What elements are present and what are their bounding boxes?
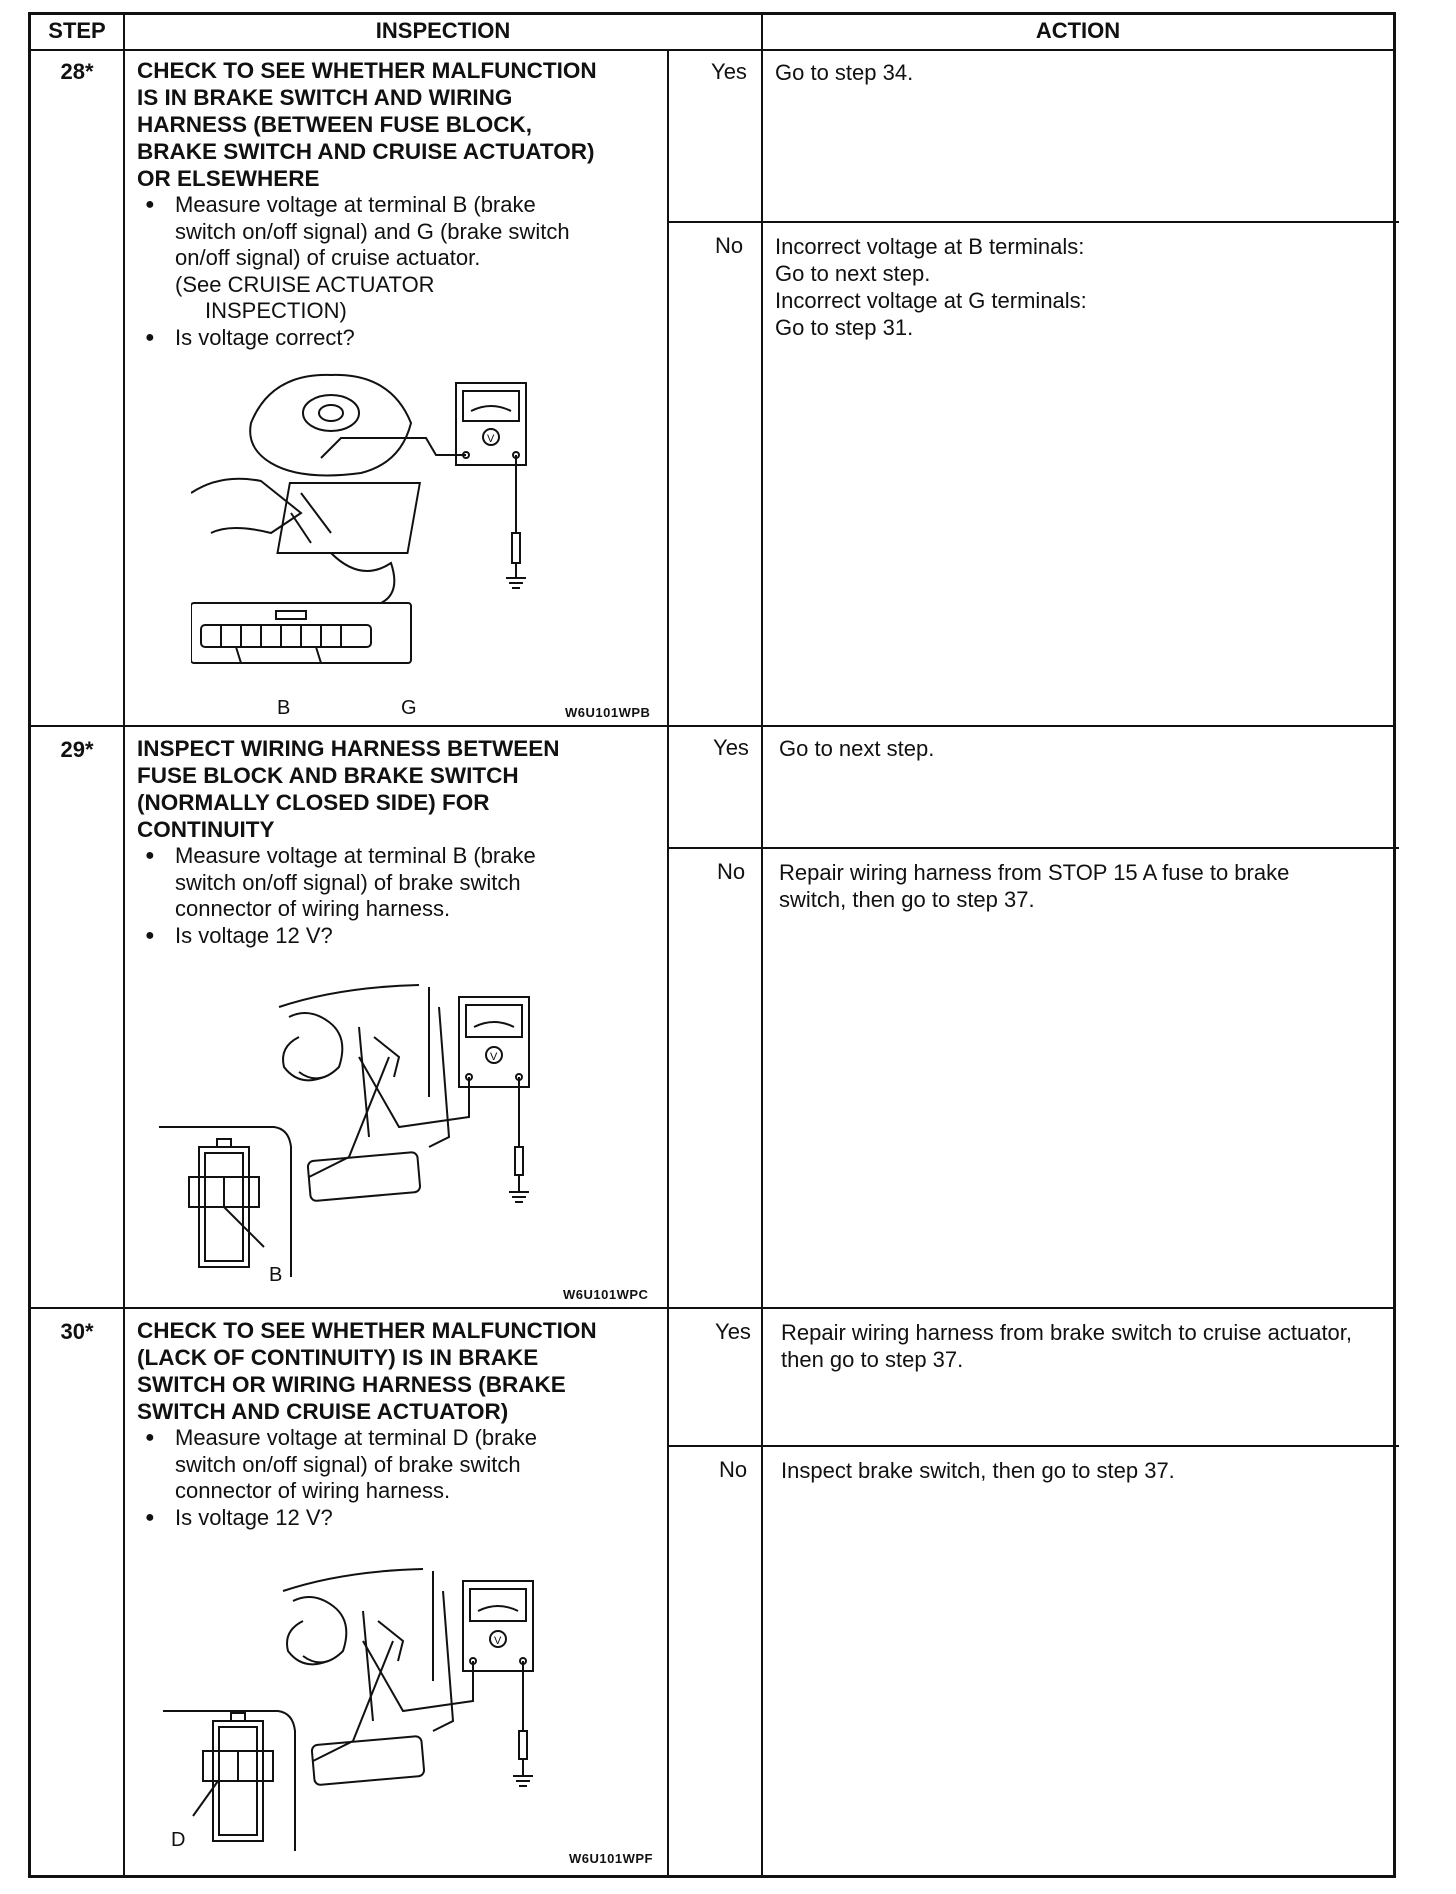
action-line: Go to next step. (775, 261, 931, 286)
yes-action: Go to step 34. (775, 60, 914, 85)
bullet-line: ● Measure voltage at terminal D (brake (175, 1425, 537, 1450)
step-number: 28* (60, 59, 94, 84)
bullet-line: ● Measure voltage at terminal B (brake (175, 192, 536, 217)
inspection-cell (137, 735, 667, 949)
bullet-line: connector of wiring harness. (175, 896, 451, 921)
svg-text:V: V (487, 433, 495, 445)
inspection-question: ● Is voltage 12 V? (137, 1505, 667, 1532)
inspection-bullet (137, 843, 667, 923)
action-line: then go to step 37. (781, 1347, 964, 1372)
table-row-step-28 (31, 49, 1393, 727)
yes-label: Yes (715, 1319, 751, 1344)
figure-code: W6U101WPF (569, 1851, 653, 1866)
reference-note: INSPECTION) (205, 298, 347, 323)
title-line: CHECK TO SEE WHETHER MALFUNCTION (137, 1318, 597, 1343)
bullet-line: on/off signal) of cruise actuator. (175, 245, 481, 270)
action-line: Repair wiring harness from STOP 15 A fuse to brake (779, 860, 1290, 885)
terminal-label-d: D (171, 1829, 186, 1851)
inspection-title (137, 57, 667, 192)
no-label: No (714, 233, 744, 258)
inspection-cell (137, 1317, 667, 1531)
yes-label: Yes (713, 735, 749, 760)
title-line: OR ELSEWHERE (137, 166, 320, 191)
terminal-label-b: B (269, 1264, 283, 1286)
no-action (779, 859, 1379, 913)
inspection-cell (137, 57, 667, 351)
yes-label: Yes (711, 59, 747, 84)
inspection-question: ● Is voltage 12 V? (137, 923, 667, 950)
answer-divider (667, 727, 669, 1309)
answer-separator (669, 1445, 1399, 1447)
inspection-question: ● Is voltage correct? (137, 325, 667, 352)
bullet-line: switch on/off signal) of brake switch (175, 1451, 521, 1477)
yes-action: Go to next step. (779, 736, 935, 761)
title-line: IS IN BRAKE SWITCH AND WIRING (137, 85, 513, 110)
bullet-line: connector of wiring harness. (175, 1478, 451, 1503)
no-action (775, 233, 1375, 341)
title-line: SWITCH OR WIRING HARNESS (BRAKE (137, 1372, 566, 1397)
action-line: Repair wiring harness from brake switch to cruise actuator, (781, 1320, 1353, 1345)
bullet-line: ● Measure voltage at terminal B (brake (175, 843, 536, 868)
table-row-step-30 (31, 1309, 1393, 1875)
no-label: No (716, 859, 746, 884)
header-inspection: INSPECTION (375, 18, 511, 43)
title-line: (LACK OF CONTINUITY) IS IN BRAKE (137, 1345, 539, 1370)
terminal-label-b: B (277, 697, 291, 719)
yes-action (781, 1319, 1391, 1373)
action-line: Incorrect voltage at B terminals: (775, 234, 1085, 259)
bullet-line: switch on/off signal) of brake switch (175, 869, 521, 895)
brake-switch-voltage-figure (163, 1561, 653, 1851)
title-line: FUSE BLOCK AND BRAKE SWITCH (137, 763, 519, 788)
action-line: switch, then go to step 37. (779, 887, 1035, 912)
figure-code: W6U101WPC (563, 1287, 649, 1302)
no-action: Inspect brake switch, then go to step 37. (781, 1458, 1175, 1483)
header-step: STEP (48, 18, 106, 43)
table-header (31, 15, 1393, 51)
reference-note: (See CRUISE ACTUATOR (175, 271, 435, 297)
step-number: 30* (60, 1319, 94, 1344)
terminal-label-g: G (401, 697, 417, 719)
title-line: (NORMALLY CLOSED SIDE) FOR (137, 790, 490, 815)
answer-separator (669, 847, 1399, 849)
step-number: 29* (60, 737, 94, 762)
title-line: HARNESS (BETWEEN FUSE BLOCK, (137, 112, 533, 137)
title-line: SWITCH AND CRUISE ACTUATOR) (137, 1399, 509, 1424)
inspection-bullet (137, 1425, 667, 1505)
diagnostic-table (28, 12, 1396, 1878)
answer-separator (669, 221, 1399, 223)
answer-divider (667, 1309, 669, 1875)
title-line: CHECK TO SEE WHETHER MALFUNCTION (137, 58, 597, 83)
cruise-actuator-voltage-figure (191, 363, 631, 693)
bullet-line: switch on/off signal) and G (brake switch (175, 218, 570, 244)
title-line: CONTINUITY (137, 817, 275, 842)
action-line: Go to step 31. (775, 315, 914, 340)
inspection-bullet (137, 192, 667, 272)
svg-text:V: V (494, 1635, 502, 1647)
header-action: ACTION (1035, 18, 1121, 43)
inspection-title (137, 1317, 667, 1425)
inspection-title (137, 735, 667, 843)
title-line: INSPECT WIRING HARNESS BETWEEN (137, 736, 560, 761)
action-line: Incorrect voltage at G terminals: (775, 288, 1087, 313)
no-label: No (718, 1457, 748, 1482)
figure-code: W6U101WPB (565, 705, 651, 720)
table-row-step-29 (31, 727, 1393, 1309)
svg-text:V: V (490, 1051, 498, 1063)
answer-divider (667, 49, 669, 727)
title-line: BRAKE SWITCH AND CRUISE ACTUATOR) (137, 139, 595, 164)
brake-switch-voltage-figure (159, 977, 649, 1287)
